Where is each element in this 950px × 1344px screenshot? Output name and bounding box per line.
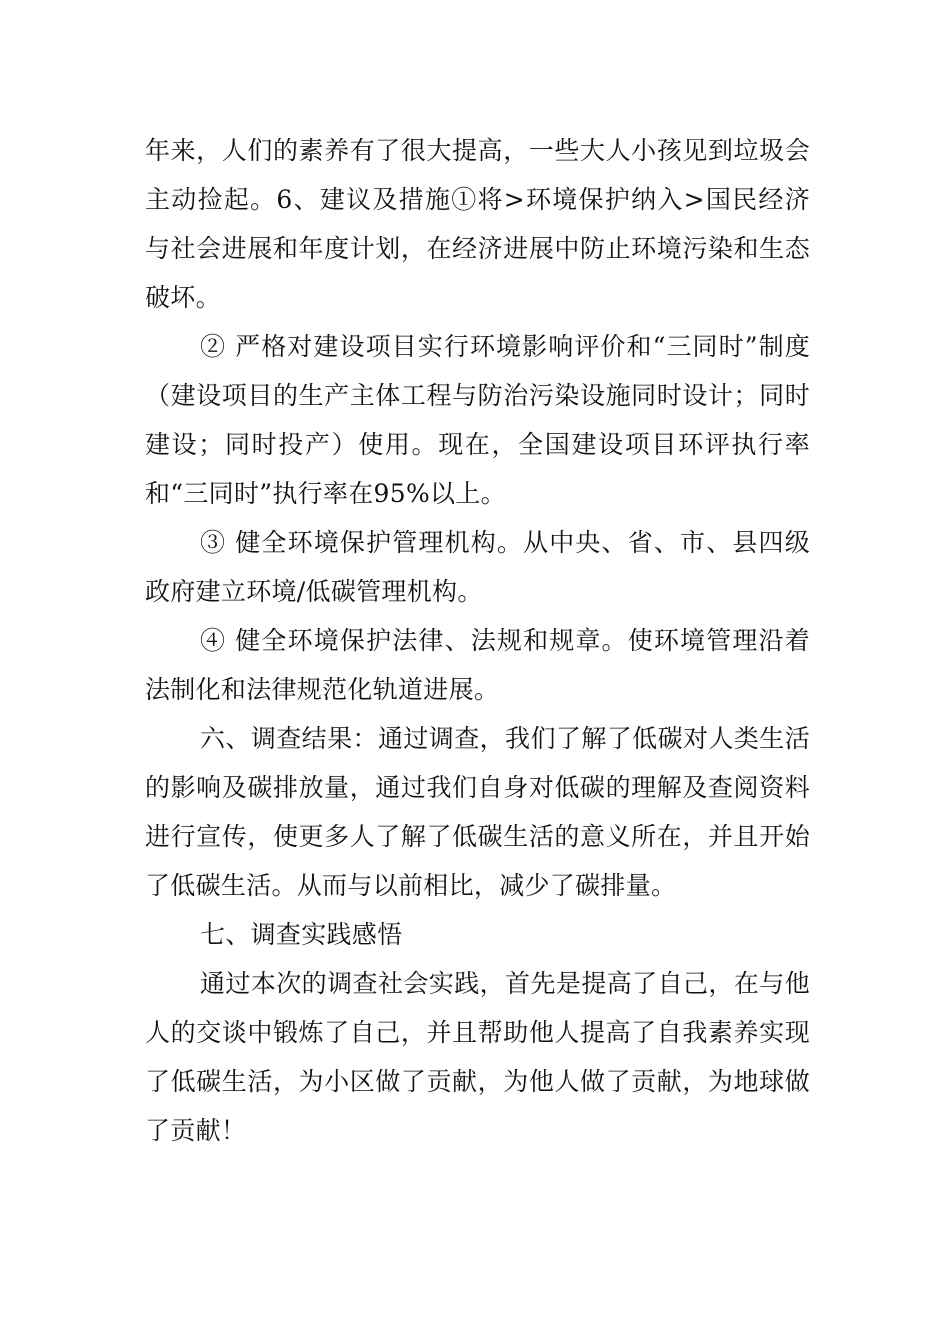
paragraph-reflections: 通过本次的调查社会实践，首先是提高了自己，在与他人的交谈中锻炼了自己，并且帮助他人提高了自我素养实现了低碳生活，为小区做了贡献，为他人做了贡献，为地球做了贡献！ [145,969,810,1145]
section-heading-reflections: 七、调查实践感悟 [200,920,403,949]
paragraph-measure-4: ④ 健全环境保护法律、法规和规章。使环境管理沿着法制化和法律规范化轨道进展。 [145,626,810,704]
paragraph-measure-3: ③ 健全环境保护管理机构。从中央、省、市、县四级政府建立环境/低碳管理机构。 [145,528,810,606]
paragraph-continuation: 年来，人们的素养有了很大提高，一些大人小孩见到垃圾会主动捡起。6、建议及措施①将>环境保护纳入>国民经济与社会进展和年度计划，在经济进展中防止环境污染和生态破坏。 [145,136,810,312]
paragraph-measure-2: ② 严格对建设项目实行环境影响评价和“三同时”制度（建设项目的生产主体工程与防治污染设施同时设计；同时建设；同时投产）使用。现在，全国建设项目环评执行率和“三同时”执行率在95%以上。 [145,332,810,508]
document-body [145,126,810,1155]
paragraph-survey-results: 六、调查结果：通过调查，我们了解了低碳对人类生活的影响及碳排放量，通过我们自身对低碳的理解及查阅资料进行宣传，使更多人了解了低碳生活的意义所在，并且开始了低碳生活。从而与以前相比，减少了碳排量。 [145,724,810,900]
